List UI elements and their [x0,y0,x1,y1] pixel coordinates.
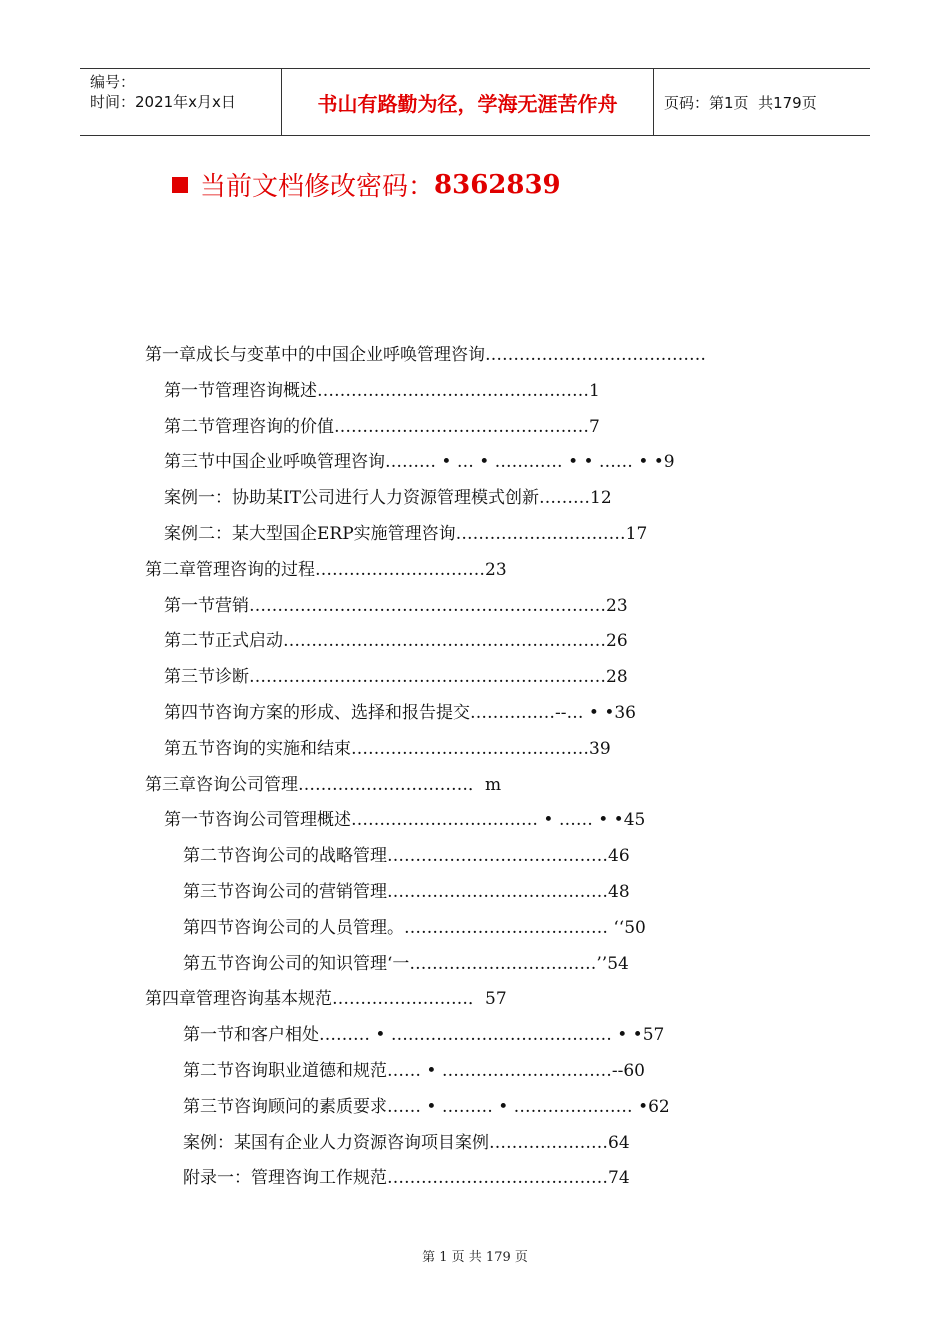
toc-section-entry: 第一节管理咨询概述…………………………………………1 [164,380,600,401]
red-square-icon [172,177,188,193]
toc-chapter-entry: 第二章管理咨询的过程…………………………23 [145,559,507,580]
time-label: 时间：2021年x月x日 [90,93,236,111]
toc-chapter-entry: 第三章咨询公司管理…………………………．m [145,774,502,795]
toc-section-entry: 第一节和客户相处……… • ………………………………… • •57 [183,1025,665,1046]
header-meta-cell [80,69,282,135]
toc-section-entry: 第二节咨询公司的战略管理…………………………………46 [183,846,630,867]
header-motto: 书山有路勤为径，学海无涯苦作舟 [282,69,654,135]
password-code: 8362839 [434,169,561,200]
toc-section-entry: 第五节咨询的实施和结束……………………………………39 [164,738,611,759]
toc-section-entry: 案例一：协助某IT公司进行人力资源管理模式创新………12 [164,488,612,509]
toc-section-entry: 第三节咨询公司的营销管理…………………………………48 [183,882,630,902]
toc-chapter-entry: 第一章成长与变革中的中国企业呼唤管理咨询………………………………… [145,345,706,365]
page-footer: 第 1 页 共 179 页 [422,1250,528,1265]
toc-section-entry: 案例：某国有企业人力资源咨询项目案例…………………64 [183,1132,630,1153]
toc-section-entry: 第三节诊断………………………………………………………28 [164,667,628,688]
document-header [80,68,870,136]
number-label: 编号： [90,73,136,91]
toc-section-entry: 第一节营销………………………………………………………23 [164,595,628,616]
toc-section-entry: 附录一：管理咨询工作规范…………………………………74 [183,1168,630,1189]
toc-section-entry: 第二节咨询职业道德和规范…… • …………………………--60 [183,1061,645,1081]
toc-section-entry: 第二节正式启动…………………………………………………26 [164,631,628,652]
header-page-info: 页码：第1页 共179页 [664,93,817,112]
toc-section-entry: 第五节咨询公司的知识管理‘一……………………………’’54 [183,953,629,974]
toc-section-entry: 第四节咨询公司的人员管理。……………………………… ‘‘50 [183,917,646,938]
toc-section-entry: 第三节咨询顾问的素质要求…… • ……… • ………………… •62 [183,1096,670,1117]
toc-section-entry: 第三节中国企业呼唤管理咨询……… • … • ………… • • …… • •9 [164,452,675,473]
toc-section-entry: 第一节咨询公司管理概述…………………………… • …… • •45 [164,810,646,831]
toc-section-entry: 第四节咨询方案的形成、选择和报告提交……………--… • •36 [164,703,636,723]
password-notice [172,166,561,203]
toc-section-entry: 第二节管理咨询的价值………………………………………7 [164,416,600,437]
toc-chapter-entry: 第四章管理咨询基本规范……………………．57 [145,989,507,1010]
password-label: 当前文档修改密码： [200,172,435,202]
toc-section-entry: 案例二：某大型国企ERP实施管理咨询…………………………17 [164,524,648,544]
